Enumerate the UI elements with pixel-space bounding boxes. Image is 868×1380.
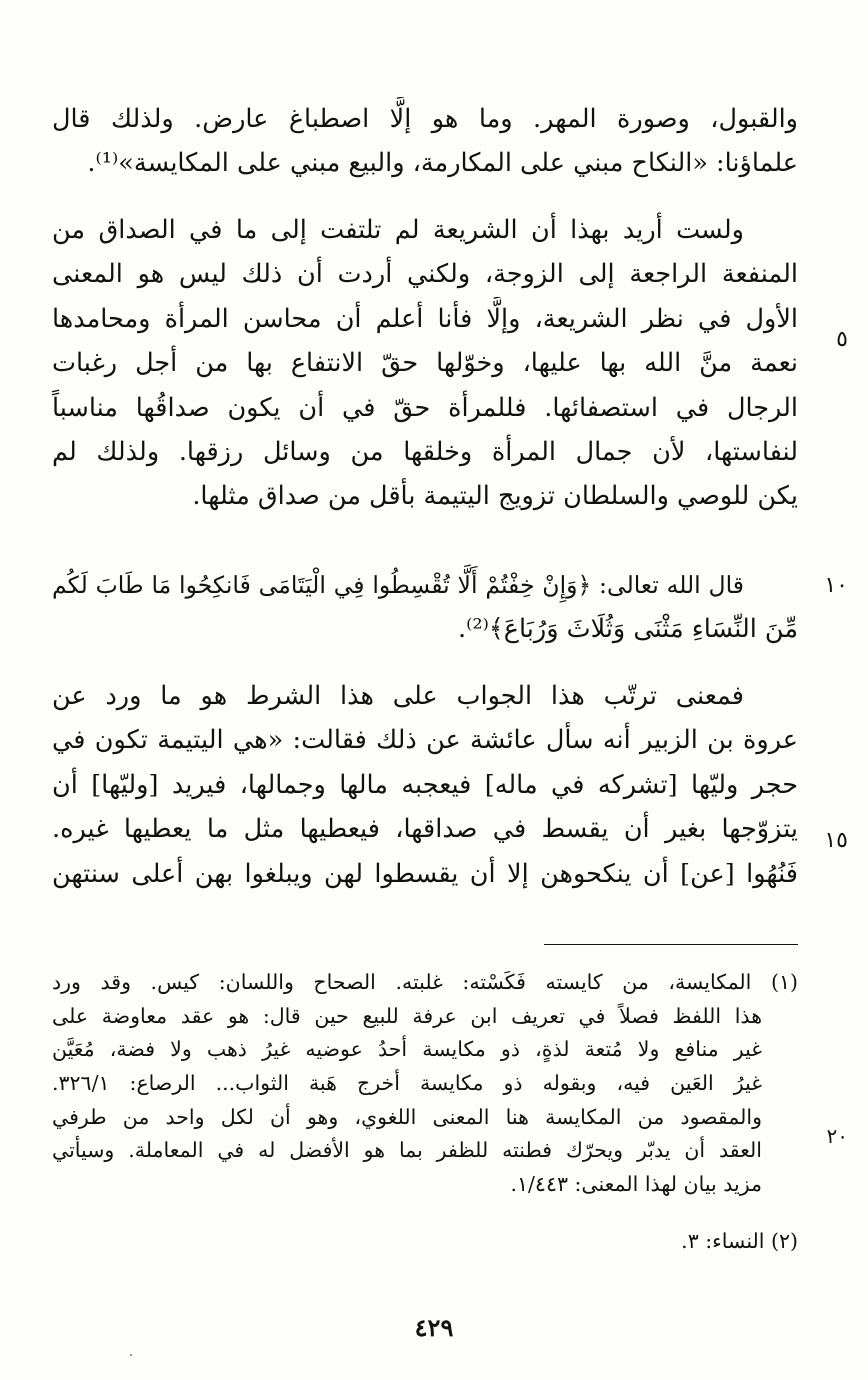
line-number: ٥ <box>836 327 848 352</box>
footnote-line: العقد أن يدبّر ويحرّك فطنته للظفر بما هو الأفضل له في المعاملة. وسيأتي <box>52 1138 762 1163</box>
line-number: ١٥ <box>824 828 848 853</box>
footnote-line: غيرُ العَين فيه، وبقوله ذو مكايسة أخرج هَبة الثواب... الرصاع: ٣٢٦/١. <box>52 1071 762 1096</box>
footnote-text: النساء: ٣. <box>681 1229 765 1253</box>
footnote-line: مزيد بيان لهذا المعنى: ١/٤٤٣. <box>510 1172 762 1197</box>
footnote-line: والمقصود من المكايسة هنا المعنى اللغوي، وهو أن لكل واحد من طرفي <box>52 1104 762 1129</box>
main-text <box>52 674 798 896</box>
footnote-line <box>52 1225 798 1259</box>
text-line: حجر وليّها [تشركه في ماله] فيعجبه مالها وجمالها، فيريد [وليّها] أن <box>52 769 798 800</box>
footnote-line: غير منافع ولا مُتعة لذةٍ، ذو مكايسة أحدُ عوضيه غيرُ ذهب ولا فضة، مُعَيَّن <box>52 1037 762 1062</box>
footnote-rule <box>544 944 798 945</box>
main-text <box>52 97 798 186</box>
text-line: الأول في نظر الشريعة، وإلَّا فأنا أعلم أن محاسن المرأة ومحامدها <box>52 303 798 334</box>
footnote-text: المكايسة، من كايسته فَكَسْته: غلبته. الصحاح واللسان: كيس. وقد ورد <box>52 970 752 994</box>
text-line: المنفعة الراجعة إلى الزوجة، ولكني أردت أن ذلك ليس هو المعنى <box>52 259 798 290</box>
text-line: قال الله تعالى: ﴿وَإِنْ خِفْتُمْ أَلَّا تُقْسِطُوا فِي الْيَتَامَى فَانكِحُوا مَا طَابَ لَكُم <box>52 571 744 599</box>
text-line: يكن للوصي والسلطان تزويج اليتيمة بأقل من صداق مثلها. <box>192 481 798 512</box>
main-text <box>52 208 798 519</box>
text-line: ولست أريد بهذا أن الشريعة لم تلتفت إلى ما في الصداق من <box>52 215 744 245</box>
footnote-marker: (١) <box>770 970 798 994</box>
quran-verse <box>52 563 798 652</box>
scan-speck <box>130 1354 132 1356</box>
footnote-1 <box>52 966 798 1202</box>
footnote-line: هذا اللفظ فصلاً في تعريف ابن عرفة للبيع حين قال: هو عقد معاوضة على <box>52 1003 762 1028</box>
line-number: ٢٠ <box>826 1124 848 1148</box>
footnote-line <box>52 966 798 1000</box>
text-line: والقبول، وصورة المهر. وما هو إلَّا اصطباغ عارض. ولذلك قال <box>52 104 798 134</box>
text-line: يتزوّجها بغير أن يقسط في صداقها، فيعطيها مثل ما يعطيها غيره. <box>52 814 798 845</box>
footnote-marker: (٢) <box>770 1229 798 1253</box>
page-number: ٤٢٩ <box>414 1313 454 1342</box>
line-number: ١٠ <box>824 573 848 598</box>
text-line: مِّنَ النِّسَاءِ مَثْنَى وَثُلَاثَ وَرُبَاعَ﴾⁽²⁾. <box>457 614 798 645</box>
text-line: لنفاستها، لأن جمال المرأة وخلقها من وسائل رزقها. ولذلك لم <box>52 436 798 467</box>
text-line: عروة بن الزبير أنه سأل عائشة عن ذلك فقالت: «هي اليتيمة تكون في <box>52 725 798 756</box>
text-line: فمعنى ترتّب هذا الجواب على هذا الشرط هو ما ورد عن <box>52 681 744 711</box>
text-line: علماؤنا: «النكاح مبني على المكارمة، والبيع مبني على المكايسة»⁽¹⁾. <box>87 148 798 179</box>
text-line: فَنُهُوا [عن] أن ينكحوهن إلا أن يقسطوا لهن ويبلغوا بهن أعلى سنتهن <box>52 858 798 889</box>
text-line: الرجال في استصفائها. فللمرأة حقّ في أن يكون صداقُها مناسباً <box>52 392 798 423</box>
footnote-2 <box>52 1225 798 1259</box>
text-line: نعمة منَّ الله بها عليها، وخوّلها حقّ الانتفاع بها من أجل رغبات <box>52 348 798 379</box>
